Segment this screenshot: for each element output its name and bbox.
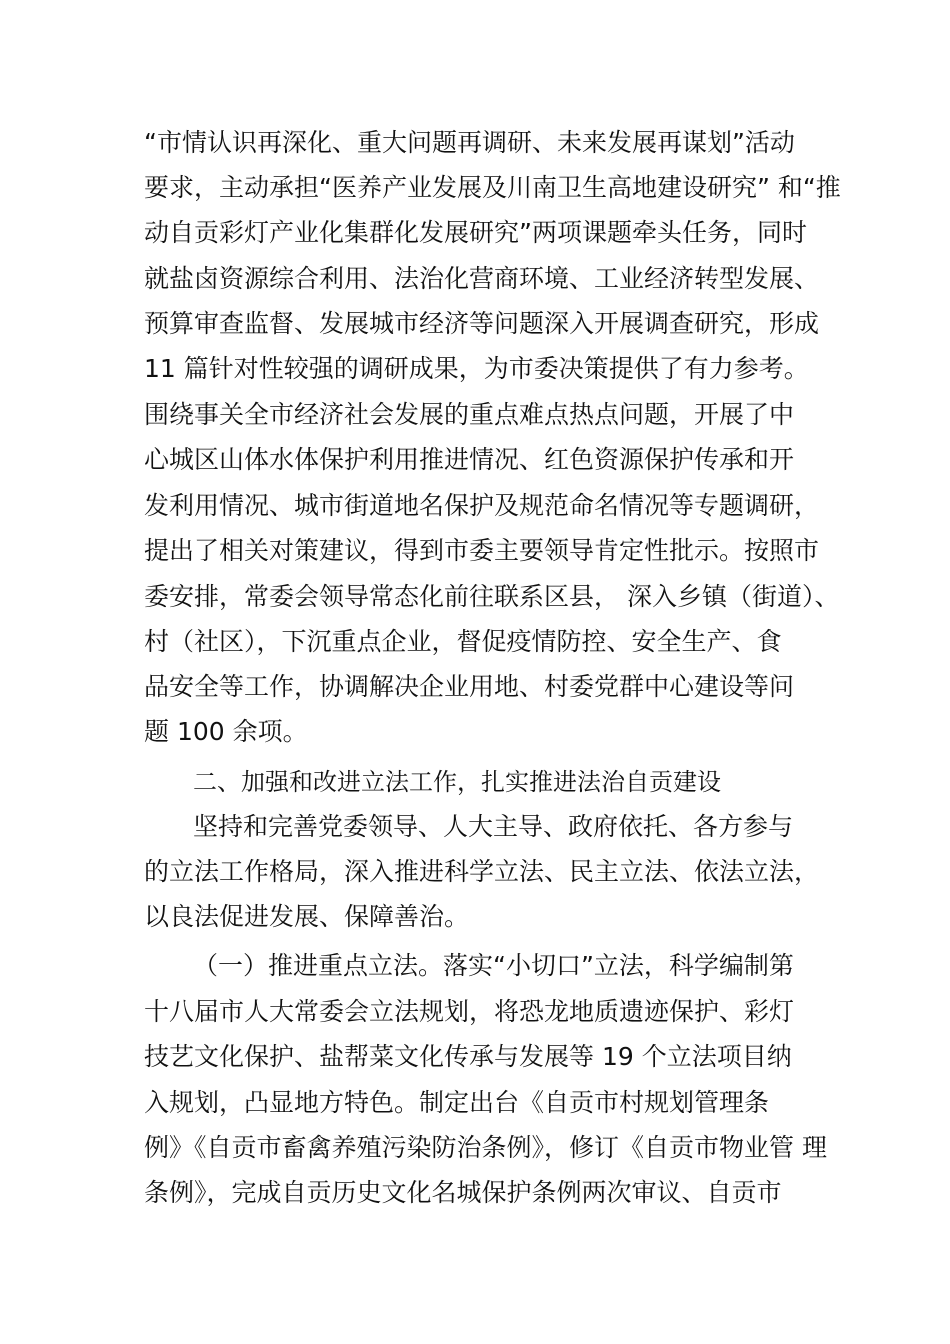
text-line: 围绕事关全市经济社会发展的重点难点热点问题，开展了中 xyxy=(144,400,795,429)
text-line: 十八届市人大常委会立法规划，将恐龙地质遗迹保护、彩灯 xyxy=(144,997,795,1026)
text-line: 就盐卤资源综合利用、法治化营商环境、工业经济转型发展、 xyxy=(144,264,820,293)
text-line: 预算审查监督、发展城市经济等问题深入开展调查研究，形成 xyxy=(144,309,820,338)
text-line: 11 篇针对性较强的调研成果，为市委决策提供了有力参考。 xyxy=(144,354,809,383)
text-line: 动自贡彩灯产业化集群化发展研究”两项课题牵头任务，同时 xyxy=(144,218,807,247)
text-line: 村（社区），下沉重点企业，督促疫情防控、安全生产、食 xyxy=(144,627,782,656)
text-line: 入规划，凸显地方特色。制定出台《自贡市村规划管理条 xyxy=(144,1088,770,1117)
text-line: 委安排，常委会领导常态化前往联系区县， 深入乡镇（街道）、 xyxy=(144,582,840,611)
text-line: 条例》，完成自贡历史文化名城保护条例两次审议、自贡市 xyxy=(144,1178,782,1207)
text-line: 题 100 余项。 xyxy=(144,717,308,746)
text-line: 心城区山体水体保护利用推进情况、红色资源保护传承和开 xyxy=(144,445,795,474)
text-line: 以良法促进发展、保障善治。 xyxy=(144,902,470,931)
text-line: 品安全等工作，协调解决企业用地、村委党群中心建设等问 xyxy=(144,672,795,701)
text-line: 要求，主动承担“医养产业发展及川南卫生高地建设研究” 和“推 xyxy=(144,173,841,202)
text-line: “市情认识再深化、重大问题再调研、未来发展再谋划”活动 xyxy=(144,128,795,157)
paragraph-first-line: 坚持和完善党委领导、人大主导、政府依托、各方参与 xyxy=(193,812,794,841)
text-line: 发利用情况、城市街道地名保护及规范命名情况等专题调研， xyxy=(144,491,820,520)
text-line: 的立法工作格局，深入推进科学立法、民主立法、依法立法， xyxy=(144,857,820,886)
subsection-first-line: （一）推进重点立法。落实“小切口”立法，科学编制第 xyxy=(193,951,794,980)
text-line: 例》《自贡市畜禽养殖污染防治条例》，修订《自贡市物业管 理 xyxy=(144,1133,827,1162)
section-heading: 二、加强和改进立法工作，扎实推进法治自贡建设 xyxy=(193,768,721,796)
text-line: 提出了相关对策建议，得到市委主要领导肯定性批示。按照市 xyxy=(144,536,820,565)
text-line: 技艺文化保护、盐帮菜文化传承与发展等 19 个立法项目纳 xyxy=(144,1042,792,1071)
